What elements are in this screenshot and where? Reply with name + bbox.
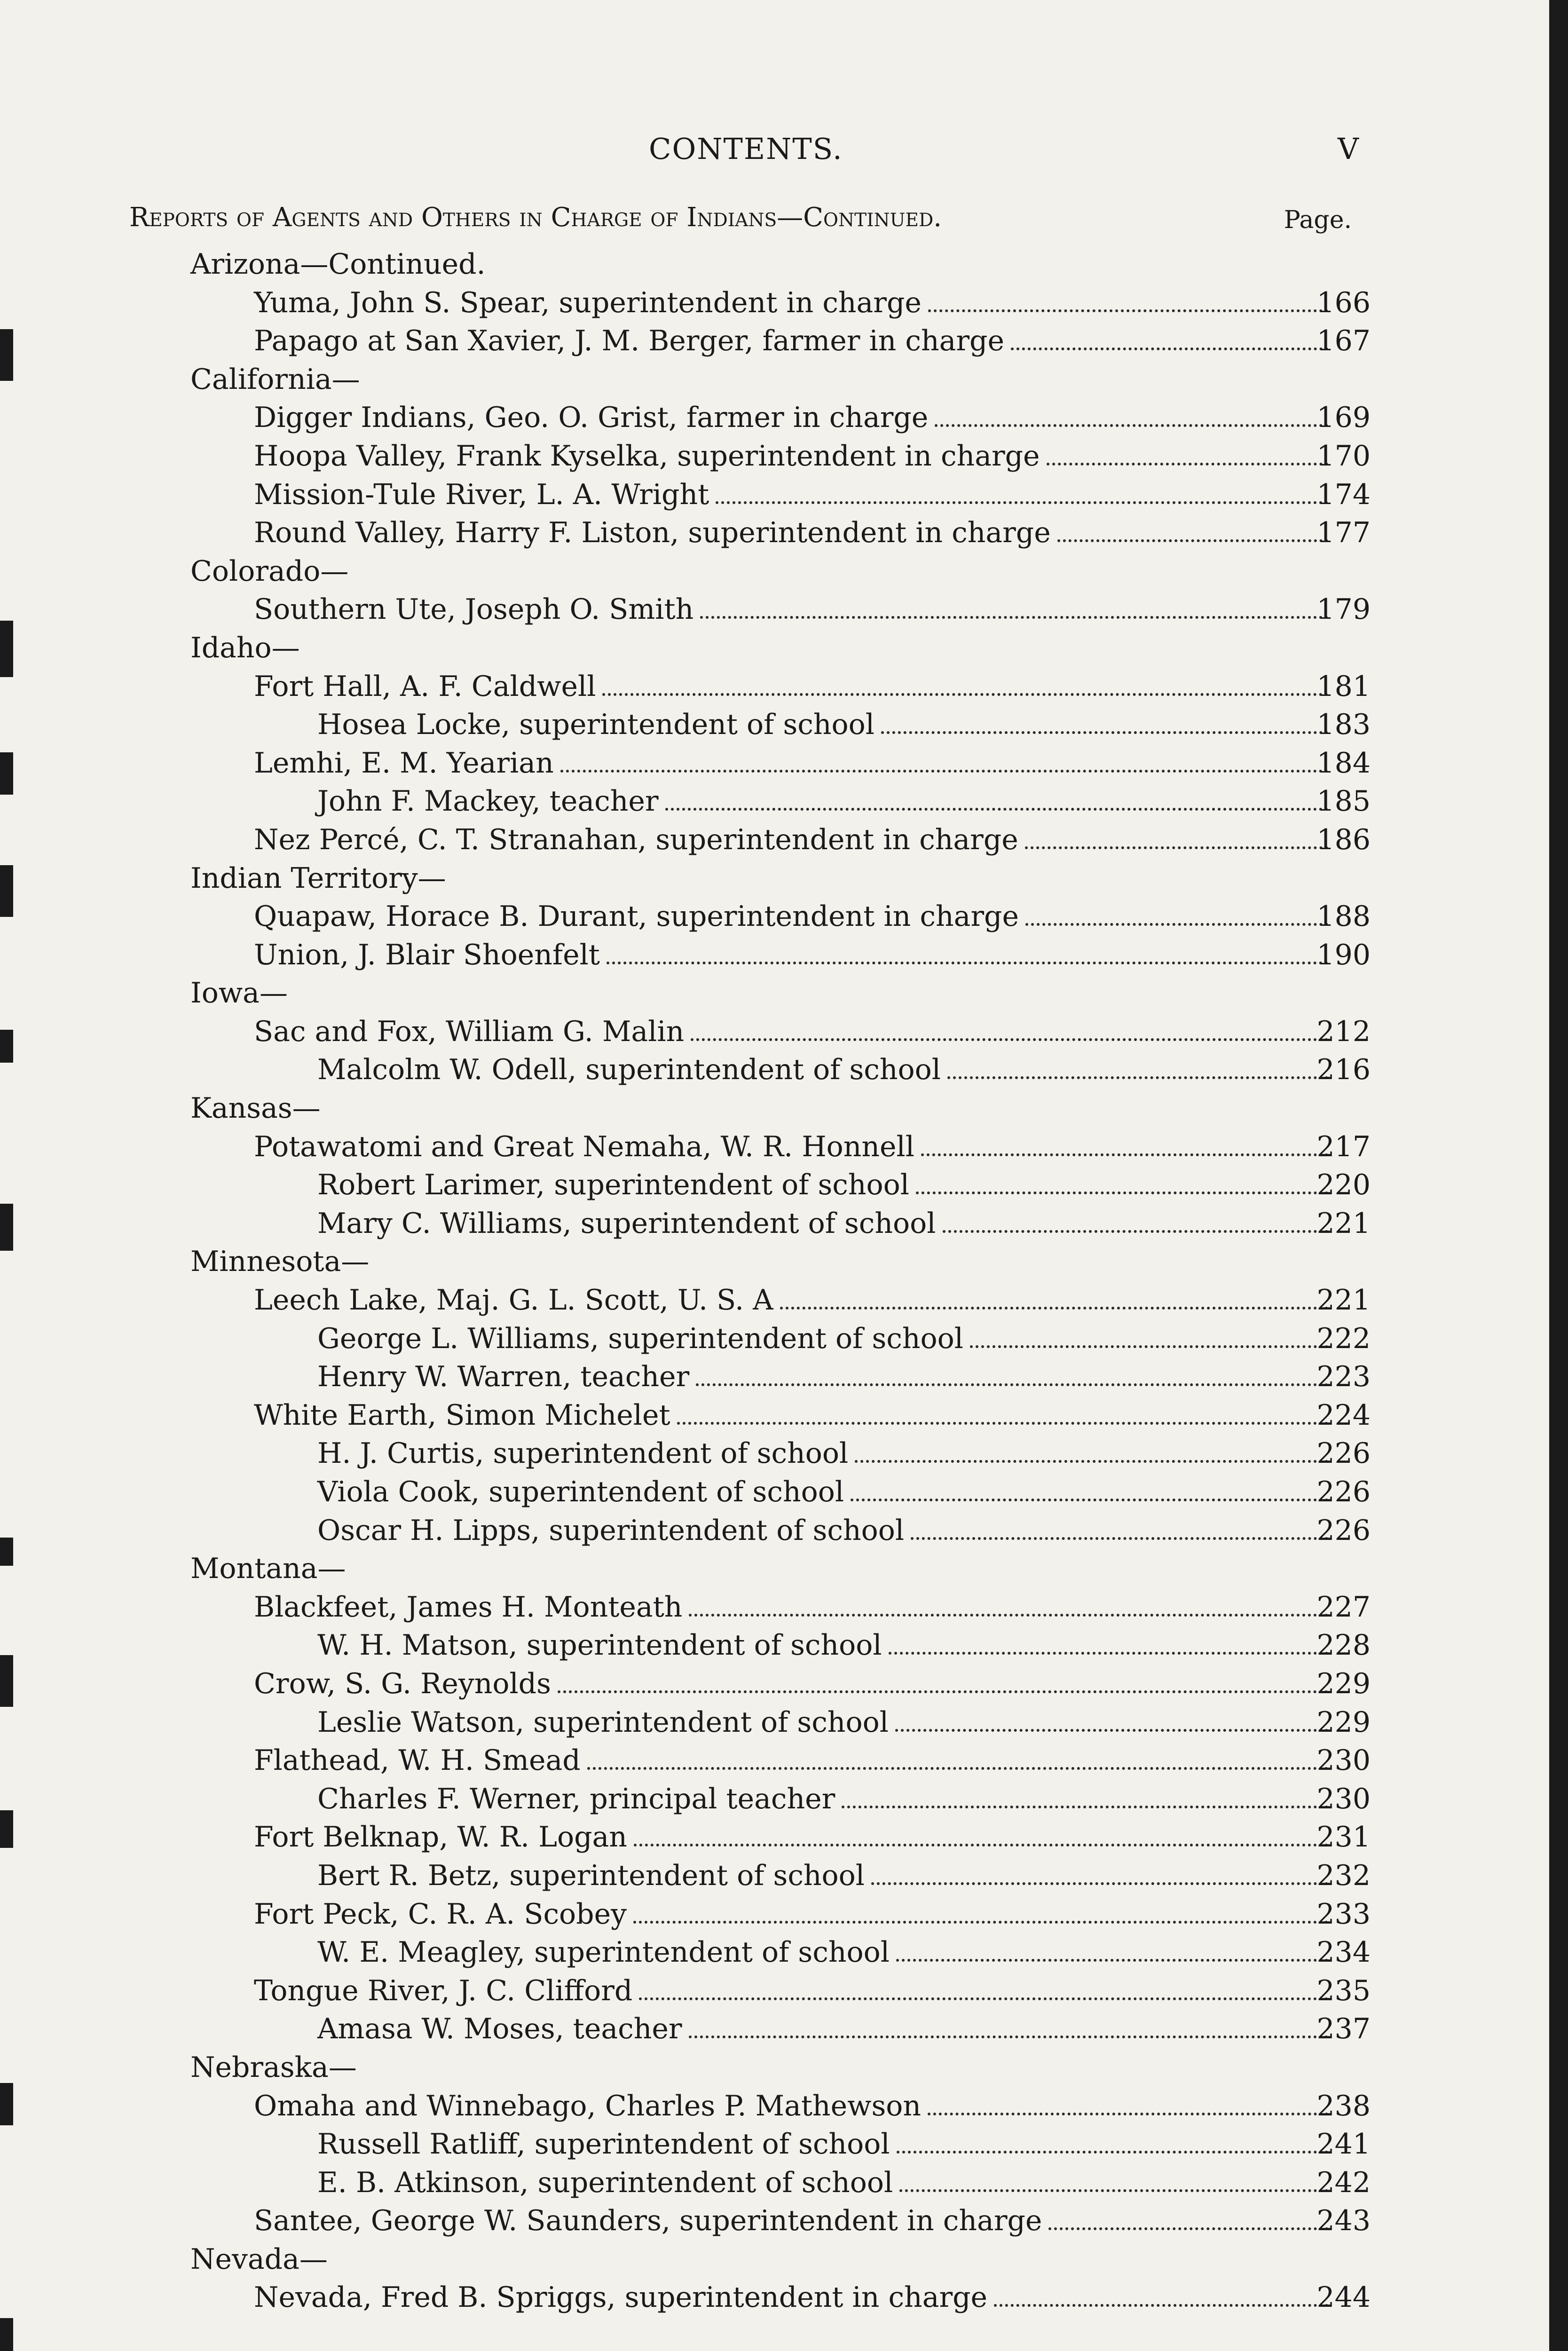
toc-entry: [0, 2087, 1568, 2126]
dot-leader: [851, 1473, 1328, 1501]
toc-entry: [0, 1128, 1568, 1167]
state-name: Nevada—: [190, 2242, 328, 2276]
state-heading: [0, 1089, 1568, 1128]
dot-leader: [935, 399, 1328, 427]
entry-title: Flathead, W. H. Smead: [254, 1744, 581, 1777]
entry-title: Yuma, John S. Spear, superintendent in charge: [254, 286, 922, 319]
dot-leader: [1025, 898, 1328, 926]
dot-leader: [633, 1895, 1328, 1924]
entry-page-number: 241: [1316, 2128, 1371, 2161]
dot-leader: [855, 1435, 1328, 1463]
entry-title: Oscar H. Lipps, superintendent of school: [317, 1514, 905, 1547]
toc-entry: [0, 476, 1568, 514]
entry-title: Hoopa Valley, Frank Kyselka, superintendent in charge: [254, 439, 1040, 473]
state-heading: [0, 361, 1568, 399]
toc-entry: [0, 936, 1568, 975]
toc-entry: [0, 399, 1568, 437]
entry-page-number: 231: [1316, 1821, 1371, 1854]
entry-title: Santee, George W. Saunders, superintendent in charge: [254, 2204, 1042, 2238]
entry-title: Nez Percé, C. T. Stranahan, superintendent in charge: [254, 823, 1018, 856]
dot-leader: [1048, 2202, 1328, 2230]
entry-title: Quapaw, Horace B. Durant, superintendent in charge: [254, 900, 1019, 933]
dot-leader: [916, 1166, 1328, 1194]
toc-entry: [0, 2164, 1568, 2202]
entry-title: Omaha and Winnebago, Charles P. Mathewson: [254, 2089, 921, 2122]
entry-page-number: 220: [1316, 1168, 1371, 1202]
dot-leader: [639, 1972, 1328, 2000]
entry-title: Papago at San Xavier, J. M. Berger, farmer in charge: [254, 324, 1004, 358]
dot-leader: [691, 1013, 1328, 1041]
entry-title: E. B. Atkinson, superintendent of school: [317, 2166, 893, 2199]
toc-entry: [0, 1704, 1568, 1742]
entry-page-number: 216: [1316, 1053, 1371, 1087]
dot-leader: [895, 1704, 1328, 1732]
dot-leader: [558, 1665, 1328, 1693]
entry-title: Hosea Locke, superintendent of school: [317, 708, 875, 742]
state-name: Nebraska—: [190, 2051, 357, 2084]
toc-entry: [0, 1013, 1568, 1051]
toc-entry: [0, 1166, 1568, 1205]
page-title: CONTENTS.: [649, 132, 843, 166]
state-heading: [0, 1550, 1568, 1588]
entry-page-number: 188: [1316, 900, 1371, 933]
entry-title: Mary C. Williams, superintendent of school: [317, 1207, 936, 1240]
state-heading: [0, 629, 1568, 668]
entry-page-number: 227: [1316, 1590, 1371, 1624]
toc-entry: [0, 1742, 1568, 1780]
dot-leader: [994, 2279, 1328, 2307]
entry-title: John F. Mackey, teacher: [317, 785, 659, 818]
entry-page-number: 243: [1316, 2204, 1371, 2238]
dot-leader: [897, 2125, 1328, 2154]
running-head: [0, 127, 1568, 174]
state-heading: [0, 860, 1568, 898]
entry-title: Amasa W. Moses, teacher: [317, 2012, 682, 2046]
dot-leader: [780, 1281, 1328, 1310]
state-heading: [0, 245, 1568, 284]
toc-entry: [0, 1588, 1568, 1627]
dot-leader: [689, 2010, 1328, 2038]
entry-page-number: 232: [1316, 1859, 1371, 1892]
state-name: Minnesota—: [190, 1245, 370, 1278]
toc-entry: [0, 322, 1568, 361]
entry-title: Union, J. Blair Shoenfelt: [254, 938, 600, 971]
entry-page-number: 234: [1316, 1936, 1371, 1969]
entry-title: Charles F. Werner, principal teacher: [317, 1782, 835, 1815]
entry-page-number: 183: [1316, 708, 1371, 742]
entry-page-number: 224: [1316, 1398, 1371, 1432]
toc-entry: [0, 1972, 1568, 2011]
entry-title: Potawatomi and Great Nemaha, W. R. Honnell: [254, 1130, 914, 1163]
entry-page-number: 229: [1316, 1667, 1371, 1700]
dot-leader: [696, 1358, 1328, 1386]
section-heading: [129, 202, 1352, 240]
entry-title: W. H. Matson, superintendent of school: [317, 1629, 882, 1662]
toc-entry: [0, 2010, 1568, 2049]
toc-entry: [0, 1665, 1568, 1704]
state-name: Montana—: [190, 1552, 346, 1586]
state-name: Indian Territory—: [190, 861, 446, 895]
entry-title: Malcolm W. Odell, superintendent of school: [317, 1053, 941, 1087]
entry-page-number: 217: [1316, 1130, 1371, 1163]
entry-page-number: 185: [1316, 785, 1371, 818]
entry-title: Round Valley, Harry F. Liston, superintendent in charge: [254, 516, 1051, 550]
entry-page-number: 228: [1316, 1629, 1371, 1662]
dot-leader: [899, 2164, 1328, 2192]
entry-title: W. E. Meagley, superintendent of school: [317, 1936, 890, 1969]
toc-entry: [0, 1396, 1568, 1435]
entry-title: Fort Belknap, W. R. Logan: [254, 1821, 627, 1854]
entry-title: Tongue River, J. C. Clifford: [254, 1974, 633, 2007]
dot-leader: [871, 1857, 1328, 1885]
state-name: Kansas—: [190, 1092, 321, 1125]
toc-entry: [0, 284, 1568, 323]
dot-leader: [602, 668, 1328, 696]
entry-page-number: 184: [1316, 746, 1371, 780]
toc-entry: [0, 821, 1568, 860]
entry-title: Leech Lake, Maj. G. L. Scott, U. S. A: [254, 1284, 773, 1317]
entry-title: Digger Indians, Geo. O. Grist, farmer in charge: [254, 401, 929, 434]
entry-page-number: 230: [1316, 1782, 1371, 1815]
entry-title: Russell Ratliff, superintendent of school: [317, 2128, 890, 2161]
state-name: California—: [190, 363, 360, 396]
state-heading: [0, 2049, 1568, 2087]
dot-leader: [716, 476, 1328, 504]
entry-page-number: 226: [1316, 1514, 1371, 1547]
dot-leader: [587, 1742, 1328, 1770]
entry-page-number: 169: [1316, 401, 1371, 434]
dot-leader: [928, 2087, 1328, 2115]
entry-title: Viola Cook, superintendent of school: [317, 1475, 844, 1508]
entry-page-number: 230: [1316, 1744, 1371, 1777]
entry-title: Henry W. Warren, teacher: [317, 1360, 690, 1394]
entry-page-number: 190: [1316, 938, 1371, 971]
entry-page-number: 223: [1316, 1360, 1371, 1394]
dot-leader: [689, 1588, 1328, 1617]
dot-leader: [947, 1051, 1328, 1079]
toc-entry: [0, 1281, 1568, 1320]
toc-entry: [0, 2202, 1568, 2241]
dot-leader: [921, 1128, 1328, 1156]
entry-page-number: 179: [1316, 593, 1371, 626]
state-heading: [0, 1243, 1568, 1281]
dot-leader: [700, 591, 1328, 619]
dot-leader: [560, 744, 1328, 773]
dot-leader: [881, 706, 1328, 734]
entry-page-number: 235: [1316, 1974, 1371, 2007]
entry-title: Fort Hall, A. F. Caldwell: [254, 670, 596, 703]
entry-title: Sac and Fox, William G. Malin: [254, 1015, 685, 1048]
toc-entry: [0, 1933, 1568, 1972]
entry-title: Bert R. Betz, superintendent of school: [317, 1859, 865, 1892]
toc-entry: [0, 706, 1568, 744]
toc-entry: [0, 591, 1568, 629]
toc-entry: [0, 782, 1568, 821]
toc-entry: [0, 514, 1568, 552]
toc-entry: [0, 1780, 1568, 1819]
toc-entry: [0, 1205, 1568, 1243]
entry-title: Robert Larimer, superintendent of school: [317, 1168, 909, 1202]
dot-leader: [889, 1626, 1328, 1655]
entry-page-number: 174: [1316, 478, 1371, 511]
state-heading: [0, 552, 1568, 591]
toc-entry: [0, 437, 1568, 476]
entry-title: Fort Peck, C. R. A. Scobey: [254, 1897, 627, 1931]
entry-title: Crow, S. G. Reynolds: [254, 1667, 551, 1700]
toc-entry: [0, 2125, 1568, 2164]
entry-page-number: 237: [1316, 2012, 1371, 2046]
dot-leader: [896, 1933, 1328, 1962]
toc-entry: [0, 1895, 1568, 1934]
toc-entry: [0, 1473, 1568, 1512]
entry-page-number: 181: [1316, 670, 1371, 703]
toc-entry: [0, 668, 1568, 706]
entry-title: Leslie Watson, superintendent of school: [317, 1705, 889, 1739]
entry-page-number: 166: [1316, 286, 1371, 319]
dot-leader: [665, 782, 1328, 811]
state-name: Arizona—Continued.: [190, 248, 486, 281]
state-heading: [0, 2241, 1568, 2279]
toc-entry: [0, 1857, 1568, 1895]
toc-entry: [0, 1435, 1568, 1473]
entry-title: Mission-Tule River, L. A. Wright: [254, 478, 709, 511]
entry-title: Nevada, Fred B. Spriggs, superintendent in charge: [254, 2281, 988, 2314]
entry-title: H. J. Curtis, superintendent of school: [317, 1437, 849, 1470]
toc-entry: [0, 1512, 1568, 1550]
entry-page-number: 226: [1316, 1437, 1371, 1470]
dot-leader: [842, 1780, 1328, 1808]
entry-page-number: 229: [1316, 1705, 1371, 1739]
toc-entry: [0, 1051, 1568, 1089]
dot-leader: [943, 1205, 1328, 1233]
dot-leader: [1047, 437, 1328, 465]
entry-page-number: 170: [1316, 439, 1371, 473]
entry-page-number: 226: [1316, 1475, 1371, 1508]
toc-entry: [0, 1818, 1568, 1857]
dot-leader: [634, 1818, 1328, 1846]
entry-title: George L. Williams, superintendent of school: [317, 1322, 963, 1355]
entry-page-number: 221: [1316, 1207, 1371, 1240]
page-column-label: Page.: [1284, 206, 1352, 234]
toc-entry: [0, 744, 1568, 783]
entry-page-number: 222: [1316, 1322, 1371, 1355]
entry-title: Blackfeet, James H. Monteath: [254, 1590, 683, 1624]
dot-leader: [1025, 821, 1328, 849]
entry-page-number: 244: [1316, 2281, 1371, 2314]
entry-page-number: 238: [1316, 2089, 1371, 2122]
entry-page-number: 177: [1316, 516, 1371, 550]
entry-page-number: 186: [1316, 823, 1371, 856]
dot-leader: [1057, 514, 1328, 542]
toc-entry: [0, 1626, 1568, 1665]
state-name: Idaho—: [190, 631, 300, 664]
section-title: Reports of Agents and Others in Charge of Indians—Continued.: [129, 202, 942, 233]
entry-page-number: 212: [1316, 1015, 1371, 1048]
toc-entry: [0, 898, 1568, 936]
entry-page-number: 242: [1316, 2166, 1371, 2199]
dot-leader: [928, 284, 1328, 312]
dot-leader: [970, 1320, 1328, 1348]
toc-entry: [0, 1358, 1568, 1396]
page-number: V: [1338, 132, 1359, 166]
dot-leader: [607, 936, 1328, 964]
entry-page-number: 233: [1316, 1897, 1371, 1931]
dot-leader: [677, 1396, 1328, 1425]
state-name: Iowa—: [190, 977, 288, 1010]
entry-page-number: 167: [1316, 324, 1371, 358]
entry-title: White Earth, Simon Michelet: [254, 1398, 670, 1432]
toc-entry: [0, 2279, 1568, 2317]
toc-entry: [0, 1320, 1568, 1358]
entry-title: Lemhi, E. M. Yearian: [254, 746, 554, 780]
dot-leader: [911, 1512, 1328, 1540]
dot-leader: [1011, 322, 1328, 350]
entry-page-number: 221: [1316, 1284, 1371, 1317]
entry-title: Southern Ute, Joseph O. Smith: [254, 593, 694, 626]
contents-list: [0, 245, 1568, 2317]
state-name: Colorado—: [190, 554, 349, 588]
state-heading: [0, 974, 1568, 1013]
